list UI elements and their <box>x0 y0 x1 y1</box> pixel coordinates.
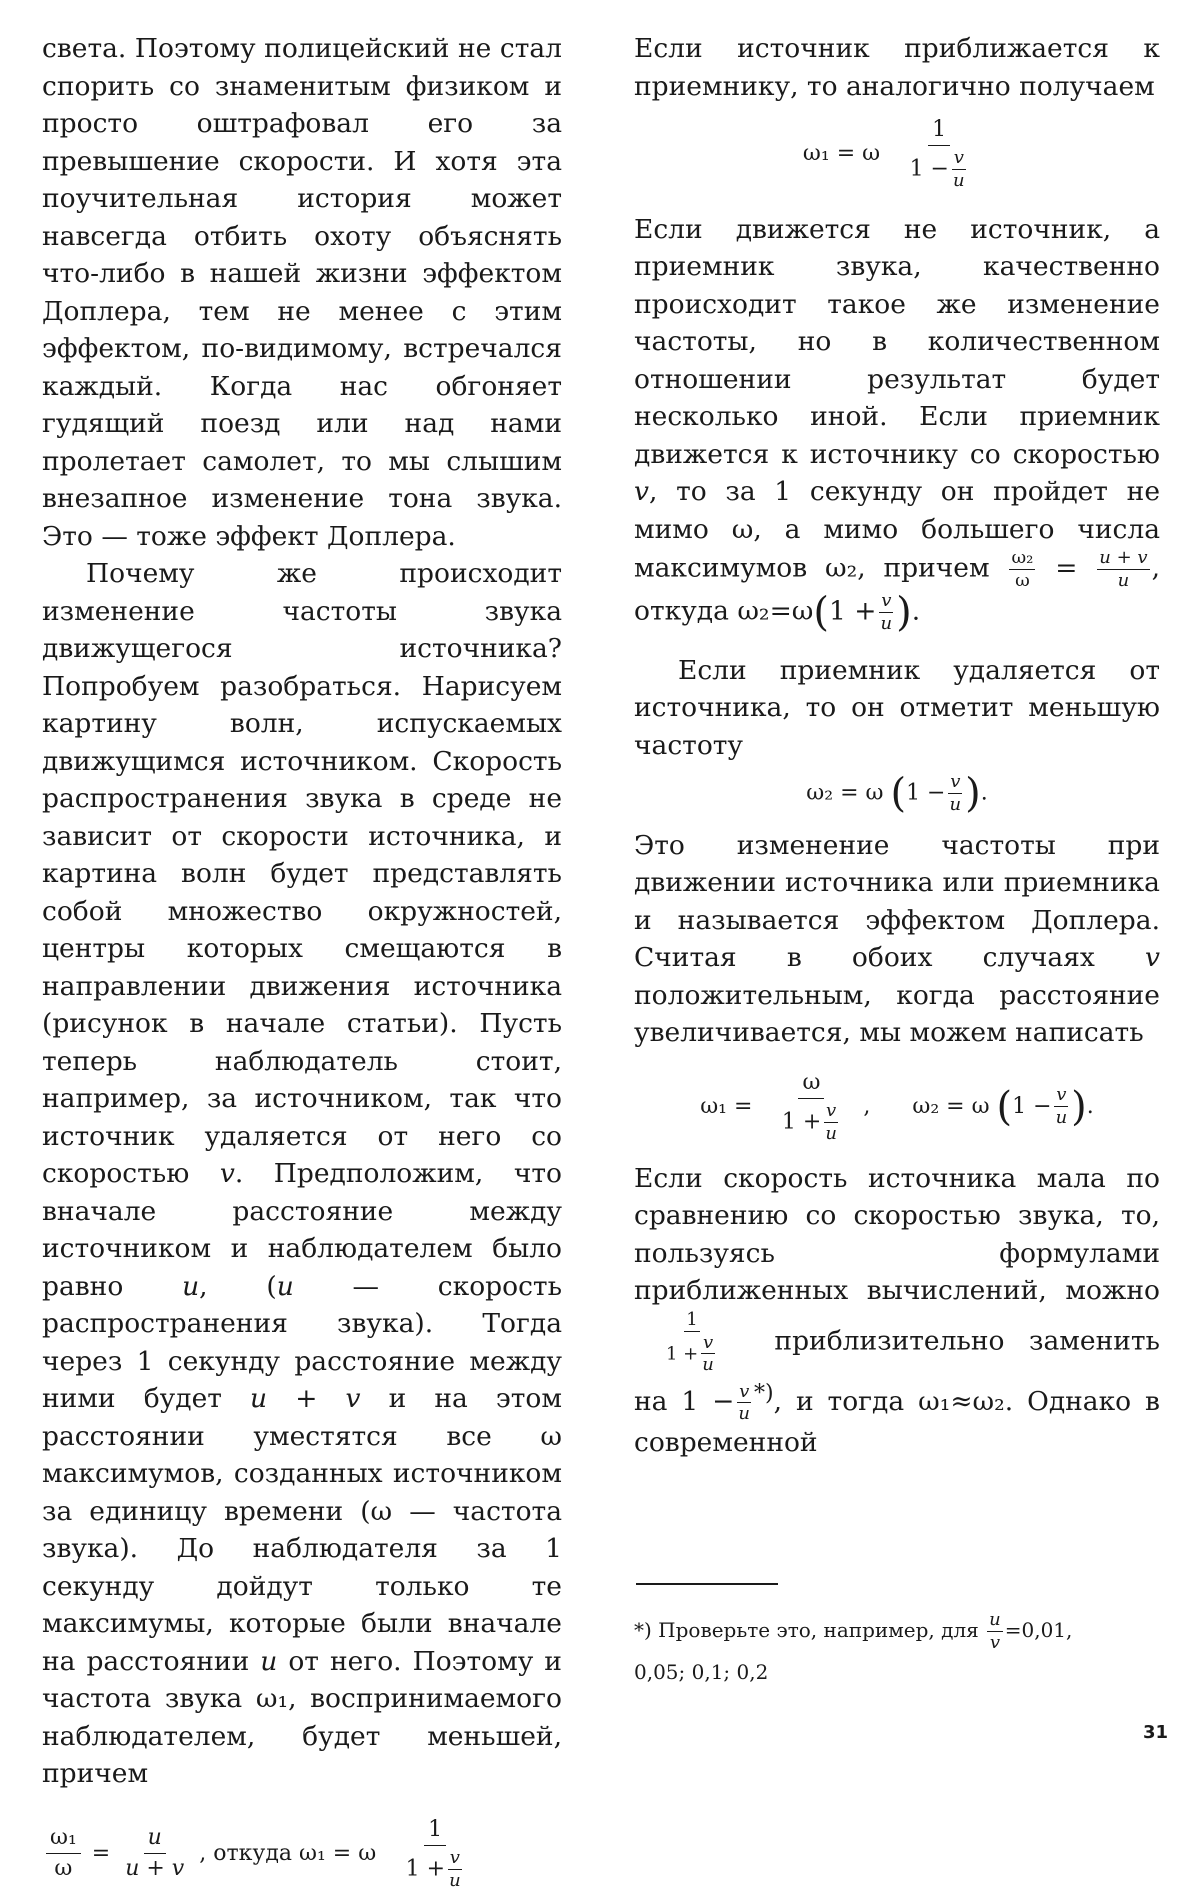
equation-4: ω₁ = ω 1 + $\frac{v}{u}$ , ω₂ = ω (1 − $\frac{v}{u}$ ). <box>700 1069 1094 1144</box>
paragraph-1: света. Поэтому полицейский не стал спорить со знаменитым физиком и просто оштрафовал его за превышение скорости. И хотя эта поучительная история может навсегда отбить охоту объяснять что-либо в нашей жизни эффектом Доплера, тем не менее с этим эффектом, по-видимому, встречался каждый. Когда нас обгоняет гудящий поезд или над нами пролетает самолет, то мы слышим внезапное изменение тона звука. Это — тоже эффект Доплера. <box>42 33 562 552</box>
equation-1: $\frac{\text{ω₁}}{\omega}$ = $\frac{u}{u + v}$ , откуда ω₁ = ω 1 1 + $\frac{v}{u}$ <box>42 1817 562 1891</box>
paragraph-6: Это изменение частоты при движении источника или приемника и называется эффектом Доплера. Считая в обоих случаях v положительным, когда расстояние увеличивается, мы можем написать <box>634 829 1160 1049</box>
fraction-omega1-omega: $\frac{\text{ω₁}}{\omega}$ <box>46 1825 81 1883</box>
equation-3: ω₂ = ω (1 − $\frac{v}{u}$ ). <box>806 770 988 817</box>
paragraph-4: Если движется не источник, а приемник звука, качественно происходит такое же изменение частоты, но в количественном отношении результат будет несколько иной. Если приемник движется к источнику со скоростью v, то за 1 секунду он пройдет не мимо ω, а мимо большего числа максимумов ω₂, причем $\frac{\text{ω₂}}{\omega}$ = $\frac{u + v}{u}$ , откуда ω₂=ω(1 + $\frac{v}{u}$ ). <box>634 213 1160 636</box>
fraction-omega-over-one-plus: ω 1 + $\frac{v}{u}$ <box>781 1069 837 1144</box>
equation-2: ω₁ = ω 1 1 − $\frac{v}{u}$ <box>634 117 1160 191</box>
footnote-rule <box>636 1583 778 1585</box>
fraction-one-over-one-plus-small: 1 1 + $\frac{v}{u}$ <box>666 1308 714 1376</box>
footnote: *) Проверьте это, например, для $\frac{u}{v}$ =0,01, 0,05; 0,1; 0,2 <box>634 1609 1073 1684</box>
fraction-one-over-one-minus: 1 1 − $\frac{v}{u}$ <box>909 117 965 192</box>
right-column <box>634 30 1160 1462</box>
paragraph-7: Если скорость источника мала по сравнению со скоростью звука, то, пользуясь формулами приближенных вычислений, можно 1 1 + $\frac{v}{u}$ приблизительно заменить на 1 − $\frac{v}{u}$ *), и тогда ω₁≈ω₂. Однако в современной <box>634 1162 1160 1459</box>
fraction-one-over-one-plus: 1 1 + $\frac{v}{u}$ <box>405 1816 461 1891</box>
paragraph-2: Почему же происходит изменение частоты звука движущегося источника? Попробуем разобраться. Нарисуем картину волн, испускаемых движущимся источником. Скорость распространения звука в среде не зависит от скорости источника, и картина волн будет представлять собой множество окружностей, центры которых смещаются в направлении движения источника (рисунок в начале статьи). Пусть теперь наблюдатель стоит, например, за источником, так что источник удаляется от него со скоростью v. Предположим, что вначале расстояние между источником и наблюдателем было равно u, (u — скорость распространения звука). Тогда через 1 секунду расстояние между ними будет u + v и на этом расстоянии уместятся все ω максимумов, созданных источником за единицу времени (ω — частота звука). До наблюдателя за 1 секунду дойдут только те максимумы, которые были вначале на расстоянии u от него. Поэтому и частота звука ω₁, воспринимаемого наблюдателем, будет меньшей, причем <box>42 558 562 1789</box>
fraction-u-uplusv: $\frac{u}{u + v}$ <box>125 1824 185 1881</box>
page-number: 31 <box>1143 1722 1169 1743</box>
fraction-omega2-omega: $\frac{\text{ω₂}}{\omega}$ <box>1011 547 1034 592</box>
left-column <box>42 30 562 1890</box>
paragraph-3: Если источник приближается к приемнику, то аналогично получаем <box>634 33 1160 102</box>
paragraph-5: Если приемник удаляется от источника, то он отметит меньшую частоту <box>634 654 1160 761</box>
fraction-uplusv-u: $\frac{u + v}{u}$ <box>1099 547 1148 592</box>
